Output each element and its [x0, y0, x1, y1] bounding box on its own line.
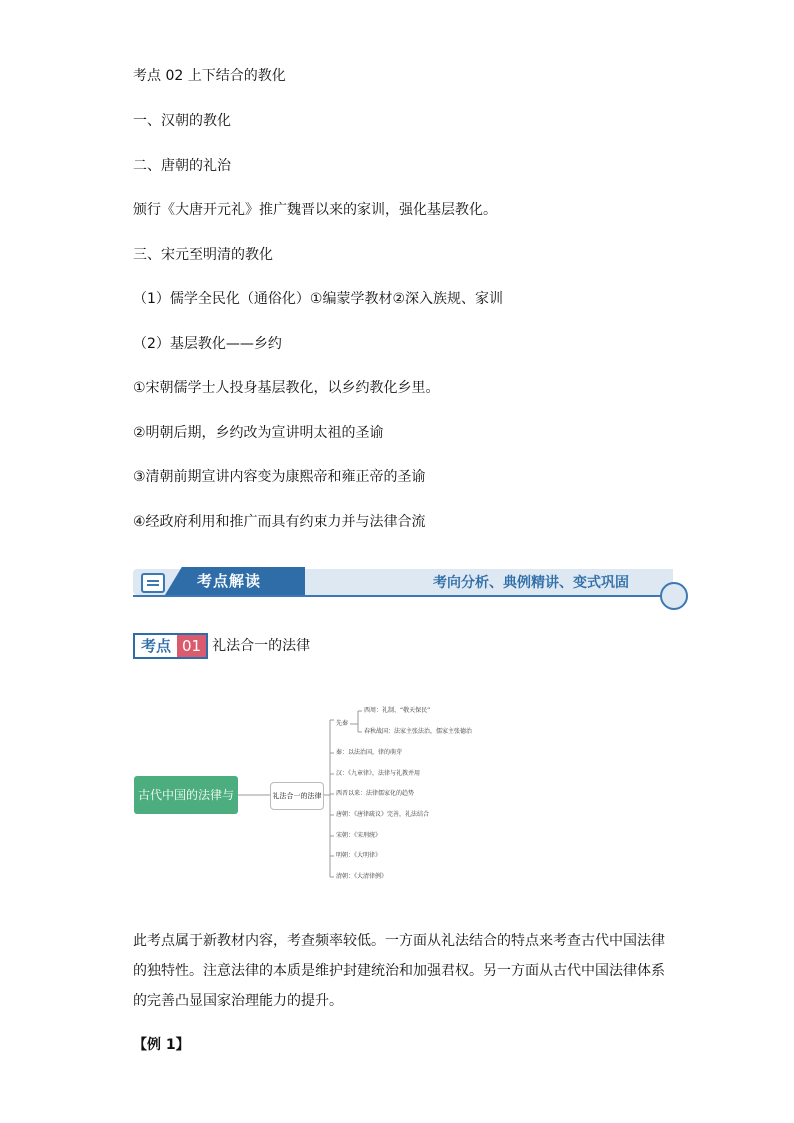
node-chunqiu: 春秋战国：法家主张法治，儒家主张德治	[364, 728, 473, 735]
kaodian-word: 考点	[135, 635, 177, 657]
item-3: ③清朝前期宣讲内容变为康熙帝和雍正帝的圣谕	[133, 469, 426, 485]
mind-map-mid-node: 礼法合一的法律	[270, 782, 324, 810]
node-song: 宋朝：《宋刑统》	[336, 832, 382, 839]
kaodian-number: 01	[177, 635, 206, 657]
point-2: （2）基层教化——乡约	[133, 336, 282, 352]
example-label: 【例 1】	[133, 1037, 190, 1053]
node-qing: 清朝：《大清律例》	[336, 873, 388, 880]
circle-icon	[660, 582, 688, 610]
item-4: ④经政府利用和推广而具有约束力并与法律合流	[133, 514, 426, 530]
chat-icon	[141, 573, 165, 593]
subheading-song-qing: 三、宋元至明清的教化	[133, 247, 273, 263]
item-2: ②明朝后期，乡约改为宣讲明太祖的圣谕	[133, 425, 384, 441]
section-heading: 考点 02 上下结合的教化	[133, 68, 286, 84]
node-xijin: 西晋以来：法律儒家化的趋势	[336, 790, 415, 797]
node-han: 汉：《九章律》，法律与礼教并用	[336, 770, 421, 777]
banner-label: 考点解读	[197, 572, 262, 590]
node-pre-qin: 先秦	[336, 720, 349, 727]
subheading-tang: 二、唐朝的礼治	[133, 158, 231, 174]
mind-map	[134, 705, 473, 889]
item-1: ①宋朝儒学士人投身基层教化，以乡约教化乡里。	[133, 380, 440, 396]
banner-subtitle: 考向分析、典例精讲、变式巩固	[433, 575, 629, 591]
kaodian-jiedu-banner	[133, 566, 688, 600]
banner-rule	[133, 595, 683, 597]
point-1: （1）儒学全民化（通俗化）①编蒙学教材②深入族规、家训	[133, 291, 504, 307]
node-qin: 秦：以法治国，律的萌芽	[336, 749, 403, 756]
analysis-line: 的完善凸显国家治理能力的提升。	[133, 993, 343, 1009]
tang-text: 颁行《大唐开元礼》推广魏晋以来的家训，强化基层教化。	[133, 202, 497, 218]
kaodian-heading	[133, 633, 310, 659]
kaodian-badge	[133, 633, 208, 659]
node-xizhou: 西周：礼制、“敬天保民”	[364, 707, 431, 714]
node-ming: 明朝：《大明律》	[336, 852, 382, 859]
analysis-paragraph	[133, 926, 663, 1016]
analysis-line: 的独特性。注意法律的本质是维护封建统治和加强君权。另一方面从古代中国法律体系	[133, 963, 665, 979]
subheading-han: 一、汉朝的教化	[133, 113, 231, 129]
node-tang: 唐朝：《唐律疏议》完善，礼法结合	[336, 811, 430, 818]
analysis-line: 此考点属于新教材内容，考查频率较低。一方面从礼法结合的特点来考查古代中国法律	[133, 933, 665, 949]
mind-map-root: 古代中国的法律与教化	[134, 776, 238, 814]
kaodian-title: 礼法合一的法律	[212, 638, 311, 654]
